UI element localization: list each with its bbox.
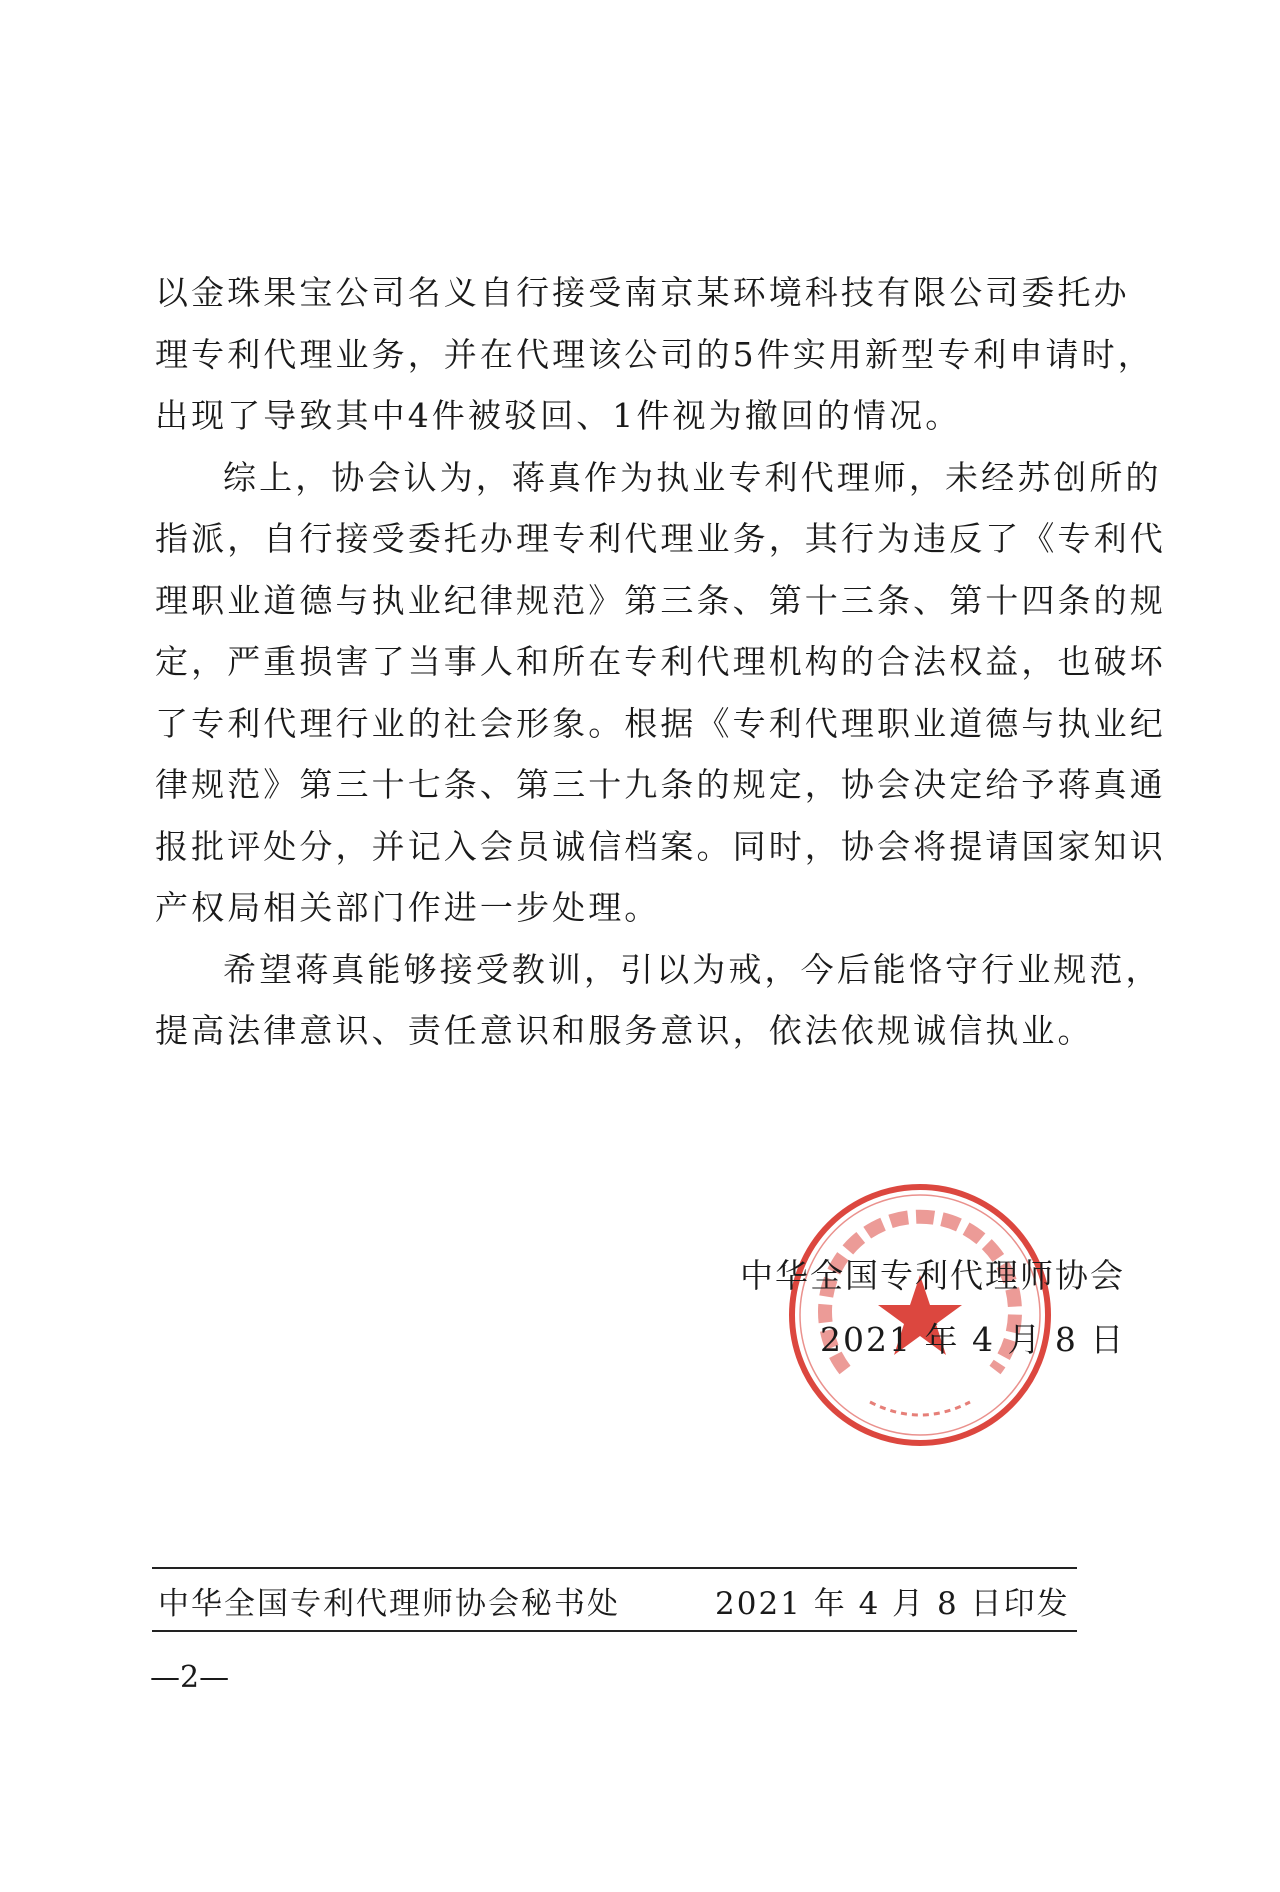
signature-organization: 中华全国专利代理师协会 bbox=[740, 1256, 1125, 1295]
paragraph-2 bbox=[155, 447, 1166, 939]
paragraph-line: 产权局相关部门作进一步处理。 bbox=[155, 888, 661, 927]
paragraph-3 bbox=[155, 939, 1162, 1062]
paragraph-line: 定，严重损害了当事人和所在专利代理机构的合法权益，也破坏 bbox=[155, 642, 1166, 681]
paragraph-1 bbox=[155, 262, 1154, 447]
body-text bbox=[155, 262, 1166, 1062]
paragraph-line: 希望蒋真能够接受教训，引以为戒，今后能恪守行业规范， bbox=[223, 949, 1162, 989]
signature-date: 2021 年 4 月 8 日 bbox=[820, 1320, 1126, 1359]
paragraph-line: 理专利代理业务，并在代理该公司的5件实用新型专利申请时， bbox=[155, 334, 1154, 374]
paragraph-line: 律规范》第三十七条、第三十九条的规定，协会决定给予蒋真通 bbox=[155, 765, 1166, 804]
paragraph-line: 理职业道德与执业纪律规范》第三条、第十三条、第十四条的规 bbox=[155, 580, 1166, 620]
signature-block bbox=[740, 1250, 1160, 1470]
footer-top-rule bbox=[152, 1567, 1077, 1569]
paragraph-line: 以金珠果宝公司名义自行接受南京某环境科技有限公司委托办 bbox=[155, 273, 1130, 312]
paragraph-line: 了专利代理行业的社会形象。根据《专利代理职业道德与执业纪 bbox=[155, 703, 1166, 743]
paragraph-line: 出现了导致其中4件被驳回、1件视为撤回的情况。 bbox=[155, 396, 962, 435]
paragraph-line: 报批评处分，并记入会员诚信档案。同时，协会将提请国家知识 bbox=[155, 826, 1166, 866]
paragraph-line: 综上，协会认为，蒋真作为执业专利代理师，未经苏创所的 bbox=[223, 457, 1162, 497]
footer-issuer: 中华全国专利代理师协会秘书处 bbox=[158, 1586, 620, 1622]
paragraph-line: 提高法律意识、责任意识和服务意识，依法依规诚信执业。 bbox=[155, 1011, 1094, 1050]
footer-issue-date: 2021 年 4 月 8 日印发 bbox=[715, 1586, 1070, 1622]
footer-bottom-rule bbox=[152, 1630, 1077, 1632]
page-number: —2— bbox=[150, 1660, 230, 1695]
paragraph-line: 指派，自行接受委托办理专利代理业务，其行为违反了《专利代 bbox=[155, 519, 1166, 558]
